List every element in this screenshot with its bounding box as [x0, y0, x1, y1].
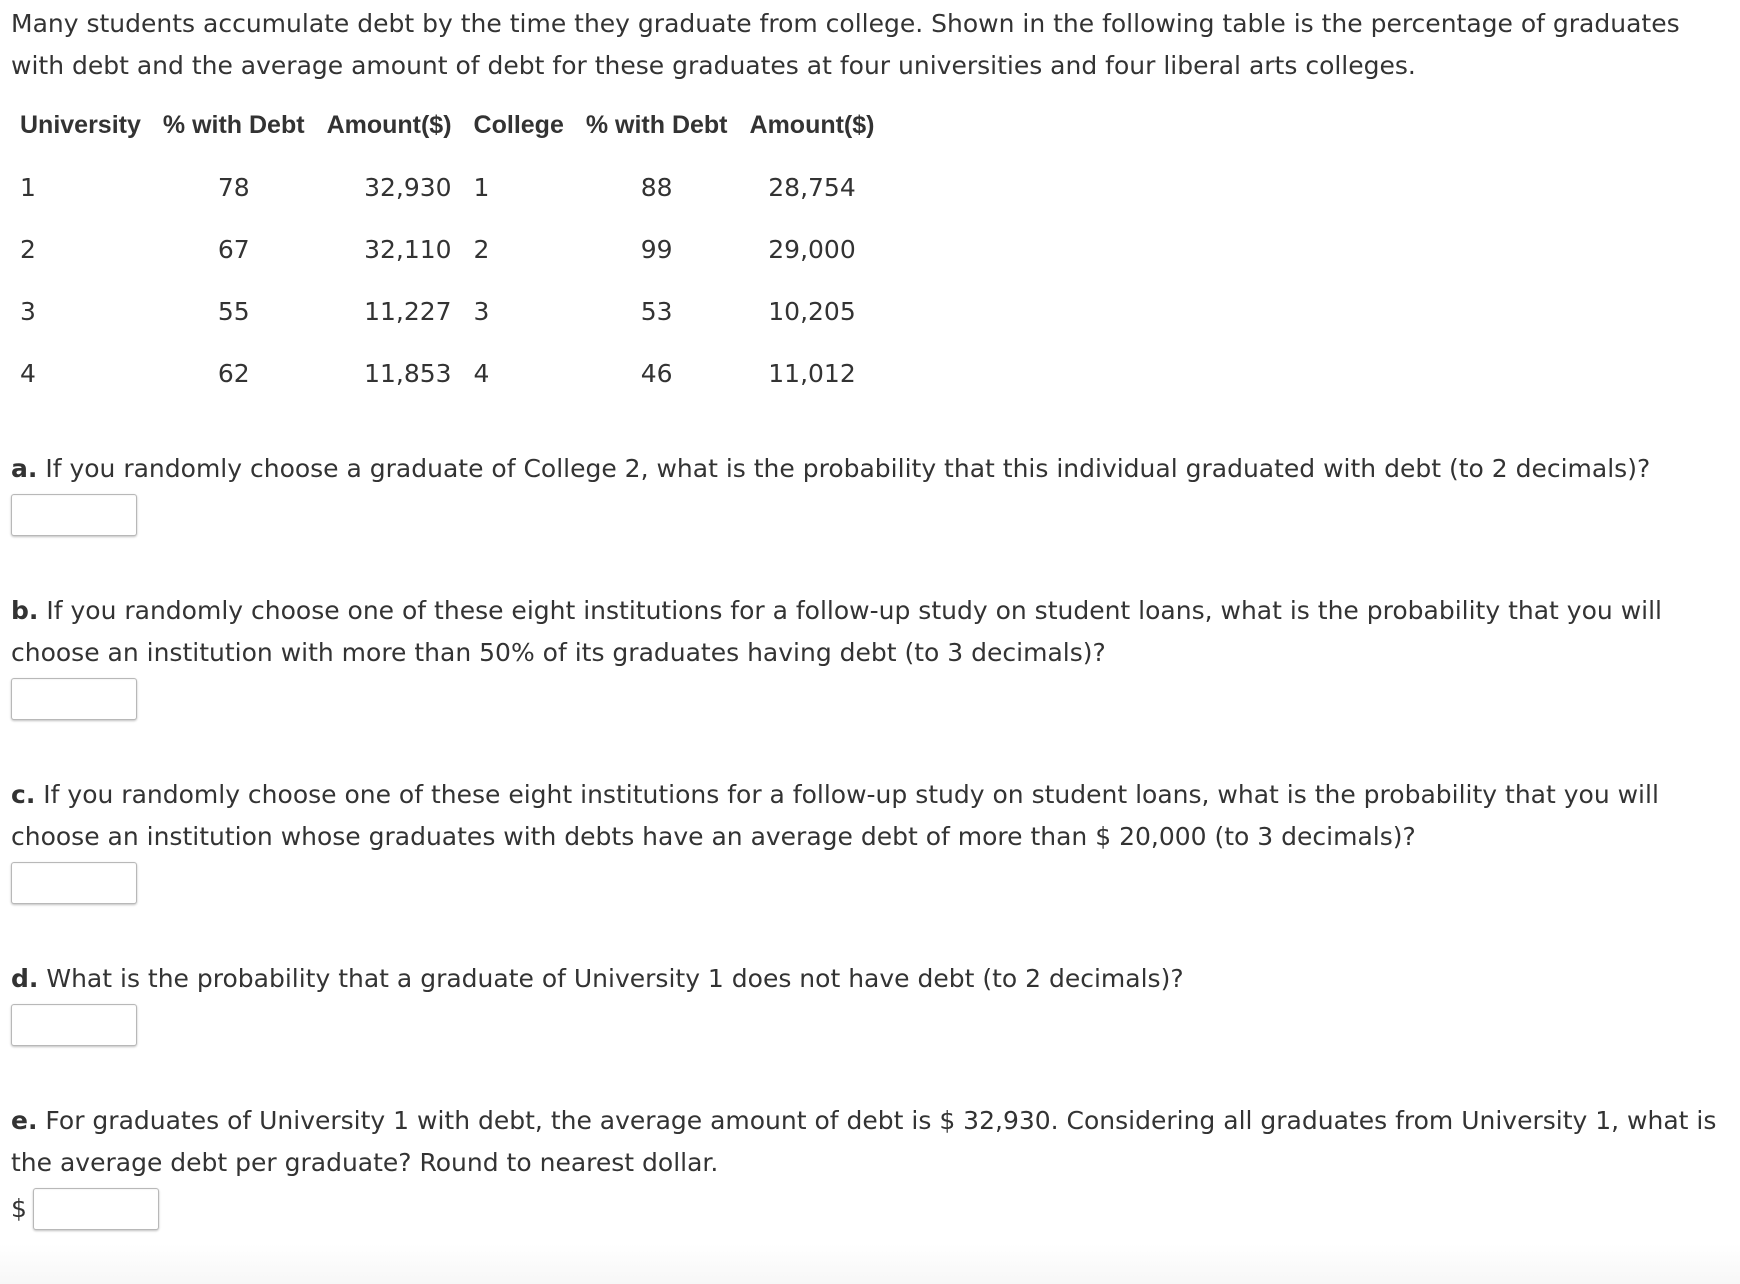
answer-e-input[interactable]: [33, 1188, 159, 1230]
question-e-text: For graduates of University 1 with debt, the average amount of debt is $ 32,930. Considering all graduates from University 1, what is the average debt per graduate? Round to nearest dollar.: [11, 1106, 1717, 1177]
cell-college-amount: 28,754: [768, 172, 856, 202]
header-university-amount: Amount($): [326, 110, 452, 139]
cell-university-amount: 32,110: [364, 234, 452, 264]
cell-university-id: 1: [20, 172, 36, 202]
answer-e-row: [11, 1188, 1731, 1230]
cell-university-id: 4: [20, 358, 36, 388]
cell-college-id: 2: [473, 234, 490, 264]
question-a: [11, 448, 1731, 536]
dollar-prefix: $: [11, 1194, 27, 1223]
table-row: [9, 342, 886, 404]
header-college-pct: % with Debt: [585, 110, 728, 139]
question-d: [11, 958, 1731, 1046]
question-c-prompt: [11, 774, 1731, 858]
header-college-amount: Amount($): [749, 110, 875, 139]
cell-college-amount: 29,000: [768, 234, 856, 264]
cell-college-pct: 88: [640, 172, 673, 202]
cell-university-amount: 32,930: [364, 172, 452, 202]
cell-college-pct: 46: [640, 358, 673, 388]
header-college: College: [473, 110, 564, 139]
cell-college-id: 3: [473, 296, 490, 326]
cell-university-pct: 78: [217, 172, 250, 202]
question-b-text: If you randomly choose one of these eight institutions for a follow-up study on student loans, what is the probability that you will choose an institution with more than 50% of its graduates having debt (to 3 decimals)?: [11, 596, 1662, 667]
cell-university-pct: 62: [217, 358, 250, 388]
cell-university-pct: 67: [217, 234, 250, 264]
question-d-letter: d.: [11, 964, 39, 993]
question-b-prompt: [11, 590, 1731, 674]
answer-d-input[interactable]: [11, 1004, 137, 1046]
cell-university-id: 3: [20, 296, 36, 326]
question-b: [11, 590, 1731, 720]
question-a-letter: a.: [11, 454, 38, 483]
footer-band: [0, 1244, 1740, 1284]
question-b-letter: b.: [11, 596, 39, 625]
problem-container: [11, 0, 1731, 87]
table-row: [9, 280, 886, 342]
cell-college-pct: 99: [640, 234, 673, 264]
cell-university-id: 2: [20, 234, 36, 264]
question-a-text: If you randomly choose a graduate of College 2, what is the probability that this individual graduated with debt (to 2 decimals)?: [45, 454, 1651, 483]
answer-b-input[interactable]: [11, 678, 137, 720]
question-e-letter: e.: [11, 1106, 38, 1135]
question-c-text: If you randomly choose one of these eight institutions for a follow-up study on student loans, what is the probability that you will choose an institution whose graduates with debts have an average debt of more than $ 20,000 (to 3 decimals)?: [11, 780, 1659, 851]
question-d-text: What is the probability that a graduate of University 1 does not have debt (to 2 decimals)?: [46, 964, 1184, 993]
cell-college-id: 4: [473, 358, 490, 388]
header-university: University: [20, 110, 141, 139]
intro-text: Many students accumulate debt by the time they graduate from college. Shown in the following table is the percentage of graduates with debt and the average amount of debt for these graduates at four universities and four liberal arts colleges.: [11, 9, 1680, 80]
question-c-letter: c.: [11, 780, 36, 809]
table-row: [9, 218, 886, 280]
cell-college-amount: 10,205: [768, 296, 856, 326]
cell-college-amount: 11,012: [768, 358, 856, 388]
cell-university-pct: 55: [217, 296, 250, 326]
question-e-prompt: [11, 1100, 1731, 1184]
question-e: [11, 1100, 1731, 1230]
debt-table: [9, 94, 886, 404]
cell-university-amount: 11,853: [364, 358, 452, 388]
answer-a-input[interactable]: [11, 494, 137, 536]
answer-c-input[interactable]: [11, 862, 137, 904]
question-d-prompt: [11, 958, 1731, 1000]
cell-college-id: 1: [473, 172, 490, 202]
cell-college-pct: 53: [640, 296, 673, 326]
question-c: [11, 774, 1731, 904]
question-a-prompt: [11, 448, 1731, 490]
cell-university-amount: 11,227: [364, 296, 452, 326]
table-row: [9, 156, 886, 218]
table-header-row: [9, 94, 886, 156]
header-university-pct: % with Debt: [162, 110, 305, 139]
